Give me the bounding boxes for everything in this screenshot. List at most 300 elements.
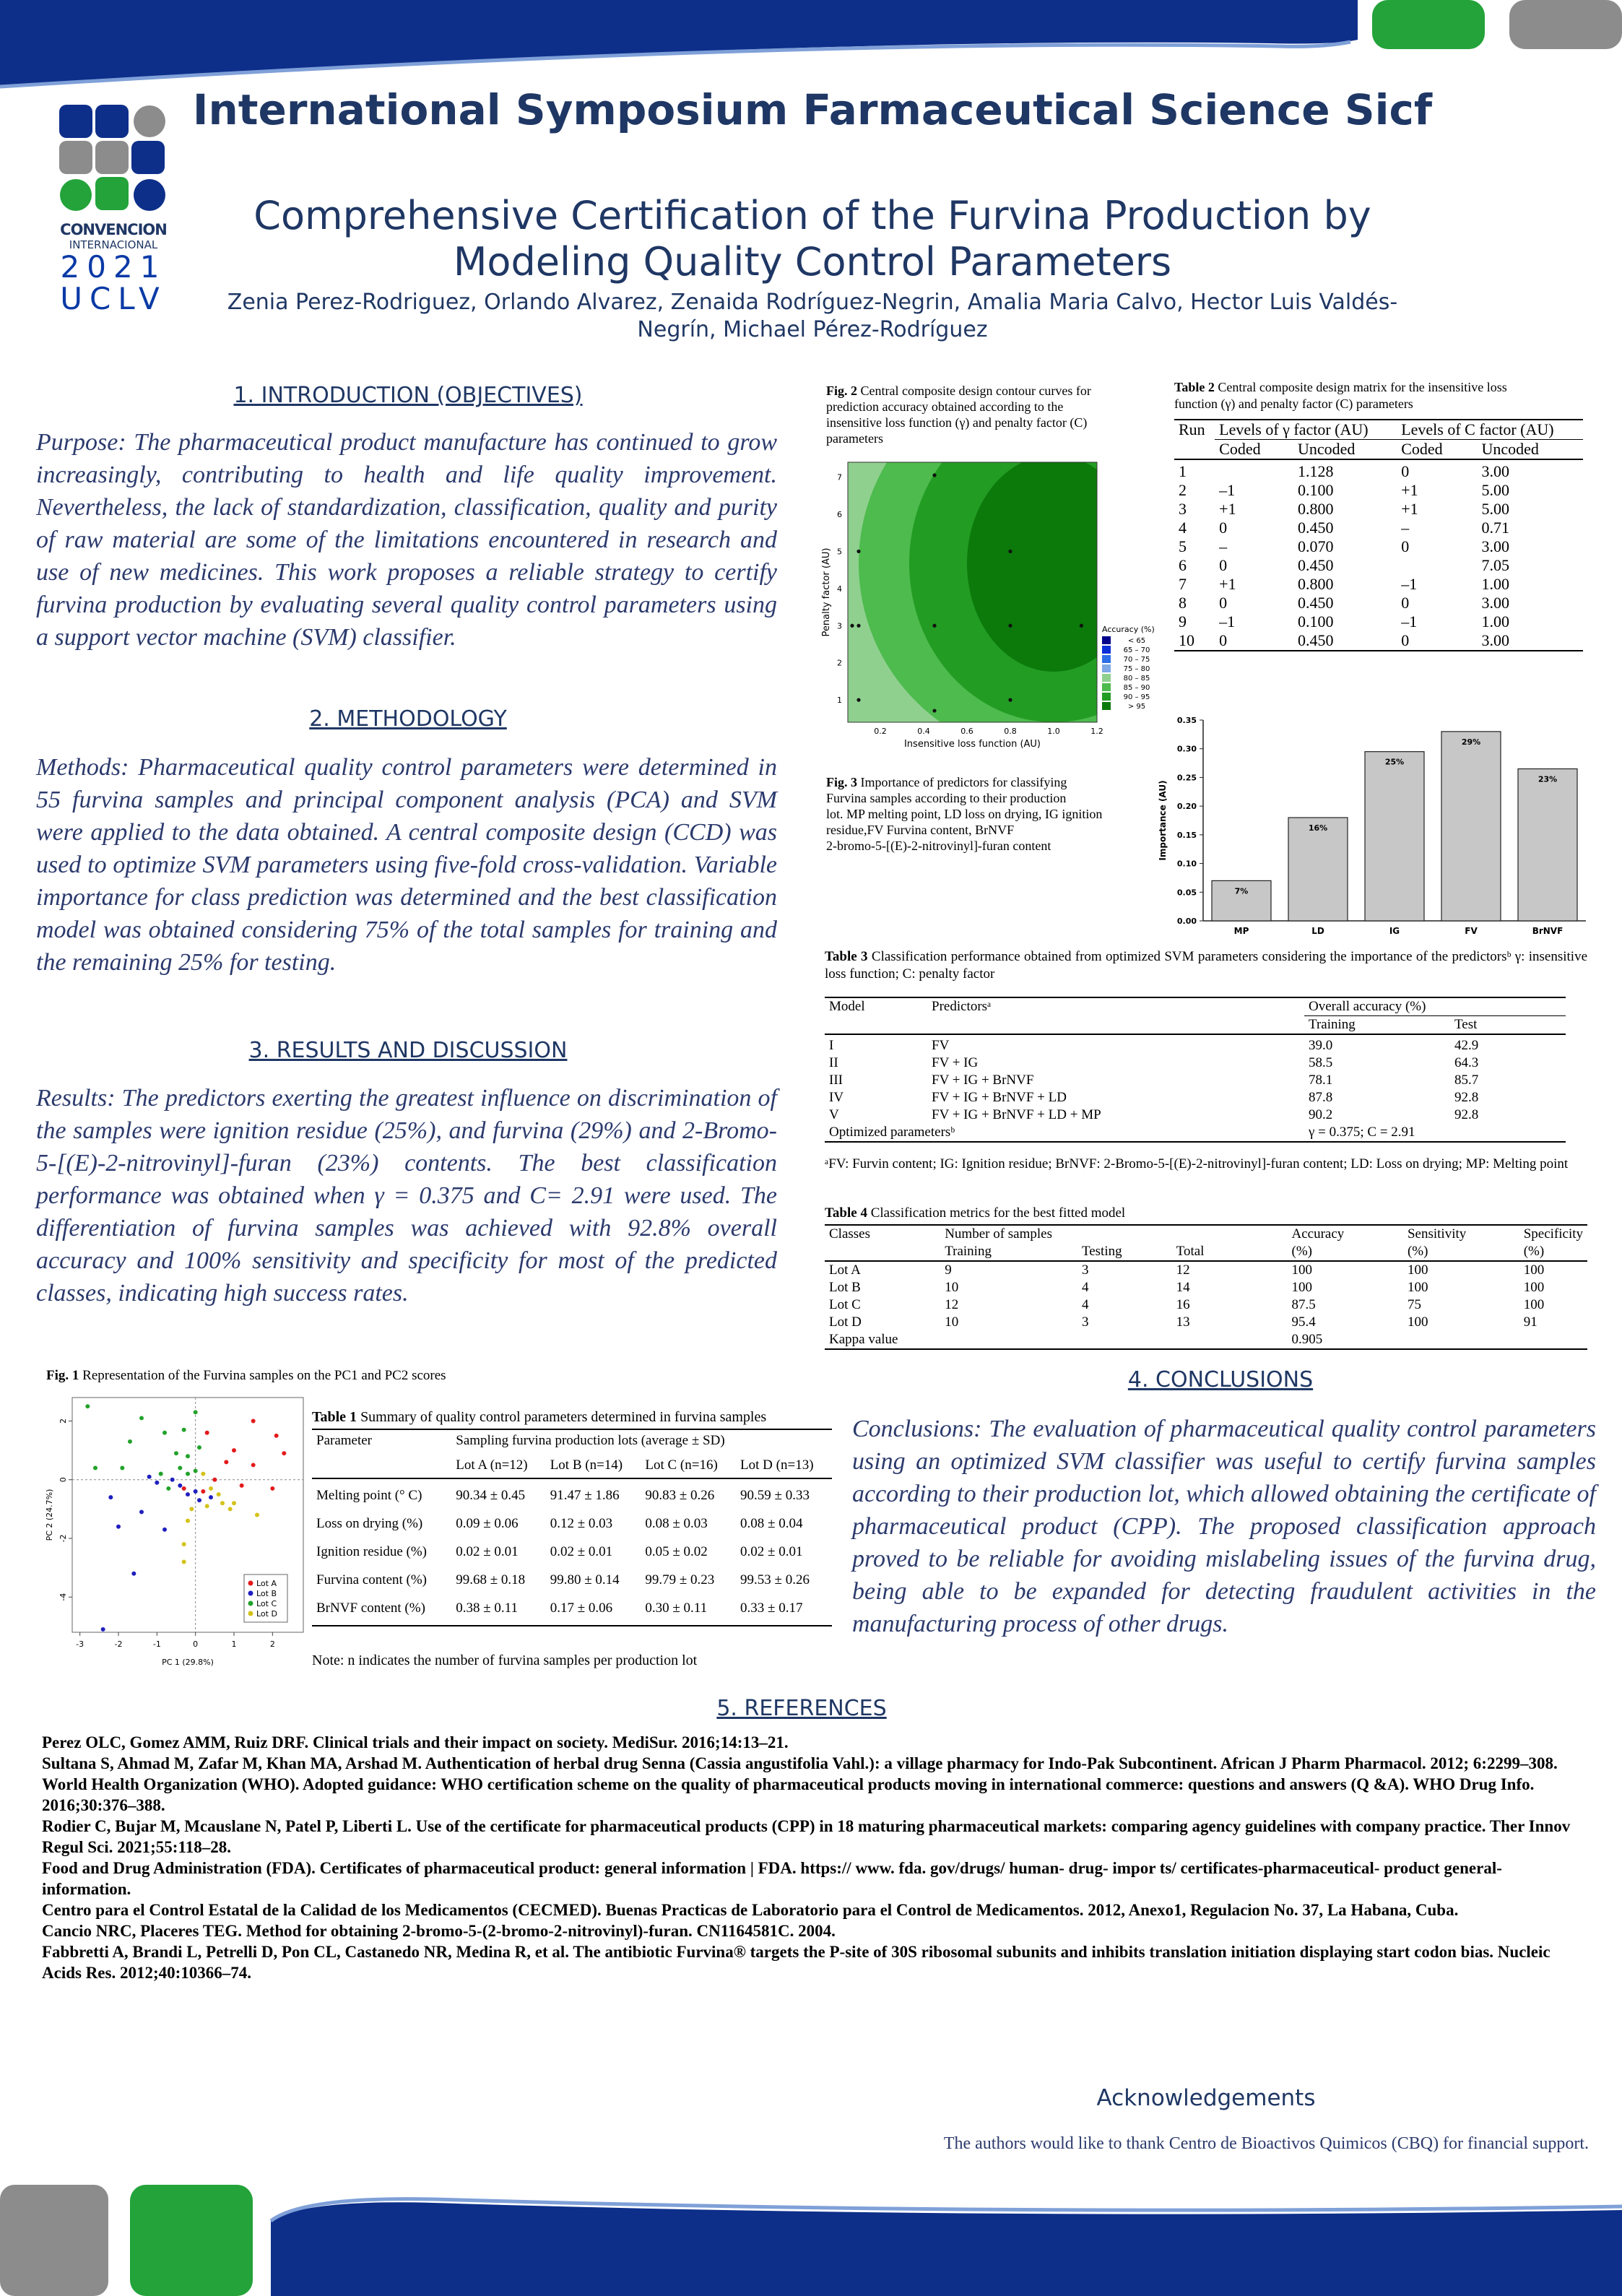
table1-lot-c: Lot C (n=16) bbox=[645, 1457, 718, 1473]
table4-row-cell: 100 bbox=[1407, 1280, 1428, 1295]
table3-h-pred: Predictorsᵃ bbox=[932, 999, 992, 1014]
table2-row bbox=[1174, 459, 1583, 481]
fig1-point-lot-C bbox=[166, 1486, 170, 1491]
fig2-legend-swatch bbox=[1102, 702, 1111, 710]
fig3-importance-chart bbox=[1153, 711, 1600, 943]
table2-caption-l2: function (γ) and penalty factor (C) parameters bbox=[1174, 397, 1413, 411]
table1-cell: 0.09 ± 0.06 bbox=[456, 1516, 519, 1531]
fig3-category-label: BrNVF bbox=[1532, 926, 1564, 936]
table3-row-cell: 87.8 bbox=[1309, 1090, 1333, 1105]
fig1-pca-plot bbox=[43, 1390, 311, 1679]
fig2-legend-label: 80 – 85 bbox=[1123, 675, 1150, 683]
fig2-ytick-label: 1 bbox=[837, 696, 842, 706]
table3-row-cell: FV + IG + BrNVF bbox=[932, 1073, 1034, 1088]
table3-row bbox=[825, 1034, 1566, 1054]
table4-row-cell: Lot C bbox=[829, 1297, 861, 1312]
table3-opt-value: γ = 0.375; C = 2.91 bbox=[1309, 1125, 1415, 1140]
fig3-ytick-label: 0.05 bbox=[1176, 888, 1197, 898]
fig3-caption-l5: 2-bromo-5-[(E)-2-nitrovinyl]-furan content bbox=[826, 839, 1051, 853]
symposium-title: International Symposium Farmaceutical Science Sicf bbox=[192, 85, 1433, 134]
table1-cell: 0.08 ± 0.03 bbox=[645, 1516, 708, 1531]
table4-h-training: Training bbox=[945, 1244, 992, 1259]
table3-row-cell: 92.8 bbox=[1454, 1107, 1479, 1122]
table1-caption-text: Summary of quality control parameters determined in furvina samples bbox=[360, 1409, 767, 1425]
fig3-bar-label: 23% bbox=[1538, 774, 1558, 784]
fig1-point-lot-B bbox=[108, 1495, 113, 1499]
fig1-ytick-label: 2 bbox=[58, 1418, 68, 1424]
table2-row-cell: 1.00 bbox=[1481, 612, 1509, 631]
table2-row-cell: 0.450 bbox=[1297, 519, 1334, 537]
table1-cell: 0.30 ± 0.11 bbox=[645, 1600, 708, 1616]
fig2-legend-swatch bbox=[1102, 674, 1111, 682]
footer-gray-tab bbox=[0, 2185, 108, 2296]
table1-cell: 0.05 ± 0.02 bbox=[645, 1544, 708, 1559]
table3-row-cell: V bbox=[829, 1107, 839, 1122]
header-green-tab bbox=[1372, 0, 1485, 49]
table1 bbox=[312, 1429, 832, 1626]
table4-h-pct: (%) bbox=[1407, 1244, 1428, 1259]
conclusions-text: Conclusions: The evaluation of pharmaceutical quality control parameters using an optimized SVM classifier was useful to certify furvina samples according to their production lot, which allowed obtaining the certificate of pharmaceutical product (CPP). The proposed classification approach proved to be reliable for avoiding mislabeling issues of the furvina drug, being able to be expanded for detecting fraudulent activities in the manufacturing process of other drugs. bbox=[852, 1416, 1596, 1637]
fig1-point-lot-B bbox=[194, 1489, 198, 1494]
fig2-caption-l3: insensitive loss function (γ) and penalty factor (C) bbox=[826, 415, 1088, 430]
fig2-design-point bbox=[856, 698, 860, 702]
reference-item: World Health Organization (WHO). Adopted guidance: WHO certification scheme on the quality of pharmaceutical products moving in international commerce: questions and answers (Q &A). WHO Drug Info. 2016;30:376–388. bbox=[42, 1775, 1535, 1814]
fig2-design-point bbox=[850, 624, 854, 628]
fig1-point-lot-A bbox=[274, 1434, 279, 1438]
fig1-point-lot-C bbox=[178, 1466, 182, 1470]
fig2-legend-label: 90 – 95 bbox=[1123, 693, 1150, 701]
intro-text: Purpose: The pharmaceutical product manufacture has continued to grow increasingly, contributing to health and life quality improvement. Nevertheless, the lack of standardization, classification, quality and purity of raw material are some of the limitations encountered in research and use of new medicines. This work proposes a reliable strategy to certify furvina production by evaluating several quality control parameters using a support vector machine (SVM) classifier. bbox=[36, 429, 777, 651]
table1-cell: 0.02 ± 0.01 bbox=[550, 1544, 613, 1559]
table2-caption-l1: Central composite design matrix for the insensitive loss bbox=[1218, 380, 1507, 394]
table2-row-cell: 0 bbox=[1219, 556, 1228, 574]
table2-row-cell: 0 bbox=[1219, 631, 1228, 649]
table2-h-gamma: Levels of γ factor (AU) bbox=[1215, 420, 1397, 440]
fig1-legend-swatch bbox=[248, 1611, 253, 1616]
table4-row-cell: Lot A bbox=[829, 1262, 861, 1278]
fig3-bar-label: 16% bbox=[1308, 823, 1328, 833]
fig1-point-lot-B bbox=[139, 1509, 144, 1514]
table3-body bbox=[825, 1034, 1566, 1124]
header-band bbox=[0, 0, 1622, 94]
fig1-legend-label: Lot D bbox=[256, 1609, 277, 1619]
table2-row-cell: 3.00 bbox=[1481, 594, 1509, 612]
reference-item: Sultana S, Ahmad M, Zafar M, Khan MA, Arshad M. Authentication of herbal drug Senna (Cassia angustifolia Vahl.): a village pharmacy for Indo-Pak Subcontinent. African J Pharm Pharmacol. 2012; 6:2299–308. bbox=[42, 1754, 1558, 1772]
table2-row bbox=[1174, 612, 1583, 631]
table4-h-number: Number of samples bbox=[945, 1226, 1052, 1242]
fig2-legend-swatch bbox=[1102, 646, 1111, 654]
fig1-xtick-label: -1 bbox=[152, 1639, 161, 1649]
logo-line2: INTERNACIONAL bbox=[69, 238, 158, 251]
fig1-point-lot-C bbox=[194, 1469, 198, 1473]
fig3-caption-l4: residue,FV Furvina content, BrNVF bbox=[826, 823, 1015, 837]
fig3-category-label: IG bbox=[1389, 926, 1400, 936]
fig2-xlabel: Insensitive loss function (AU) bbox=[903, 739, 1041, 750]
results-heading: 3. RESULTS AND DISCUSSION bbox=[248, 1038, 568, 1063]
fig1-point-lot-B bbox=[147, 1475, 152, 1479]
table1-row-param: Loss on drying (%) bbox=[316, 1516, 423, 1531]
table4-h-total: Total bbox=[1176, 1244, 1205, 1259]
table2-row bbox=[1174, 575, 1583, 594]
table2-row-cell: 1.00 bbox=[1481, 575, 1509, 593]
table1-row-param: Ignition residue (%) bbox=[316, 1544, 428, 1559]
fig2-design-point bbox=[932, 709, 936, 712]
table2-caption bbox=[1174, 379, 1593, 412]
table1-caption bbox=[312, 1408, 839, 1426]
table1-caption-label: Table 1 bbox=[312, 1409, 357, 1425]
table2-row-cell: 0.450 bbox=[1297, 631, 1334, 649]
fig1-point-lot-D bbox=[255, 1513, 259, 1517]
fig1-point-lot-C bbox=[139, 1416, 144, 1420]
fig1-point-lot-D bbox=[189, 1507, 194, 1511]
table4-row-cell: 3 bbox=[1081, 1314, 1089, 1330]
fig1-xlabel: PC 1 (29.8%) bbox=[162, 1658, 214, 1667]
table3 bbox=[825, 997, 1566, 1143]
fig1-point-lot-A bbox=[282, 1451, 286, 1455]
fig2-caption-label: Fig. 2 bbox=[826, 384, 857, 398]
table2-h-coded: Coded bbox=[1401, 440, 1443, 458]
fig1-point-lot-C bbox=[85, 1404, 90, 1408]
fig2-caption bbox=[826, 383, 1151, 446]
reference-item: Centro para el Control Estatal de la Calidad de los Medicamentos (CECMED). Buenas Practicas de Laboratorio para el Control de Medicamentos. 2012, Anexo1, Regulacion No. 37, La Habana, Cuba. bbox=[42, 1901, 1459, 1919]
table2-row bbox=[1174, 631, 1583, 651]
table4-h-specificity: Specificity bbox=[1523, 1226, 1583, 1242]
table3-row bbox=[825, 1072, 1566, 1089]
table2-row-cell: 4 bbox=[1179, 519, 1187, 537]
table4-row-cell: 10 bbox=[945, 1314, 959, 1330]
fig2-ytick-label: 4 bbox=[837, 584, 842, 594]
fig1-point-lot-C bbox=[93, 1466, 97, 1470]
fig2-ytick-label: 6 bbox=[837, 510, 842, 519]
table3-footnote: ᵃFV: Furvin content; IG: Ignition residue; BrNVF: 2-Bromo-5-[(E)-2-nitrovinyl]-furan content; LD: Loss on drying; MP: Melting point bbox=[825, 1156, 1569, 1171]
table1-lot-d: Lot D (n=13) bbox=[740, 1457, 814, 1473]
table4-caption bbox=[825, 1205, 1475, 1222]
fig1-point-lot-B bbox=[155, 1481, 159, 1485]
table4-row bbox=[825, 1296, 1587, 1314]
table2-row bbox=[1174, 481, 1583, 500]
table2-caption-label: Table 2 bbox=[1174, 380, 1215, 394]
table2-row-cell: 0.450 bbox=[1297, 556, 1334, 574]
fig3-bar-LD bbox=[1288, 818, 1348, 921]
fig3-caption-l2: Furvina samples according to their production bbox=[826, 791, 1067, 805]
table3-h-train: Training bbox=[1309, 1017, 1356, 1032]
fig1-point-lot-A bbox=[251, 1463, 256, 1467]
fig1-point-lot-B bbox=[101, 1627, 105, 1632]
fig1-point-lot-B bbox=[170, 1478, 175, 1482]
table2-row-cell: 0 bbox=[1401, 462, 1410, 480]
fig1-point-lot-D bbox=[182, 1560, 186, 1564]
fig1-point-lot-D bbox=[205, 1504, 209, 1508]
poster-title-line1: Comprehensive Certification of the Furvina Production by bbox=[253, 193, 1371, 238]
fig2-contour-plot bbox=[819, 455, 1166, 766]
fig1-point-lot-C bbox=[194, 1410, 198, 1414]
table2 bbox=[1174, 419, 1583, 651]
table1-cell: 0.02 ± 0.01 bbox=[456, 1544, 519, 1559]
table3-row bbox=[825, 1089, 1566, 1106]
table2-row-cell: 0.070 bbox=[1297, 537, 1334, 555]
fig1-point-lot-C bbox=[174, 1451, 178, 1455]
fig2-legend-label: 65 – 70 bbox=[1123, 646, 1150, 654]
table4-row-cell: 75 bbox=[1407, 1297, 1421, 1312]
fig2-legend-label: 75 – 80 bbox=[1123, 665, 1150, 673]
fig2-design-point bbox=[856, 624, 860, 628]
table4-h-testing: Testing bbox=[1081, 1244, 1122, 1259]
table4-row-cell: 91 bbox=[1523, 1314, 1538, 1330]
logo-year: 2021 bbox=[60, 249, 167, 285]
fig3-bar-IG bbox=[1365, 752, 1424, 921]
fig2-caption-l1: Central composite design contour curves for bbox=[860, 384, 1091, 398]
table4-row-cell: Lot D bbox=[829, 1314, 862, 1330]
table2-row-cell: 5 bbox=[1179, 537, 1187, 555]
fig2-ytick-label: 3 bbox=[837, 621, 842, 631]
fig3-bar-BrNVF bbox=[1518, 769, 1577, 921]
fig1-xtick-label: 1 bbox=[231, 1639, 237, 1649]
fig2-legend-label: 70 – 75 bbox=[1123, 656, 1150, 664]
fig1-point-lot-A bbox=[182, 1486, 186, 1491]
fig2-design-point bbox=[1008, 624, 1012, 628]
fig2-caption-l2: prediction accuracy obtained according to the bbox=[826, 399, 1064, 414]
table2-row-cell: 0.100 bbox=[1297, 481, 1334, 499]
table4 bbox=[825, 1224, 1587, 1350]
table1-cell: 90.59 ± 0.33 bbox=[740, 1488, 810, 1503]
fig1-caption-label: Fig. 1 bbox=[46, 1368, 79, 1383]
table3-row-cell: FV + IG bbox=[932, 1055, 979, 1070]
fig1-ylabel: PC 2 (24.7%) bbox=[45, 1489, 54, 1541]
fig1-point-lot-B bbox=[162, 1528, 167, 1532]
table2-row-cell: 0 bbox=[1219, 594, 1228, 612]
fig1-xtick-label: -2 bbox=[114, 1639, 123, 1649]
fig2-xtick-label: 0.6 bbox=[960, 727, 973, 736]
table4-row-cell: Lot B bbox=[829, 1280, 861, 1295]
fig2-design-point bbox=[1008, 698, 1012, 702]
fig1-legend-swatch bbox=[248, 1591, 253, 1596]
fig2-legend-label: < 65 bbox=[1127, 637, 1146, 645]
table4-body bbox=[825, 1261, 1587, 1331]
fig1-point-lot-A bbox=[201, 1489, 205, 1494]
footer-wave-blue bbox=[271, 2202, 1622, 2296]
fig3-bar-label: 25% bbox=[1384, 757, 1405, 767]
table3-row-cell: 58.5 bbox=[1309, 1055, 1333, 1070]
table4-kappa-value: 0.905 bbox=[1291, 1332, 1323, 1347]
table1-lot-b: Lot B (n=14) bbox=[550, 1457, 623, 1473]
table1-cell: 99.80 ± 0.14 bbox=[550, 1572, 620, 1587]
table2-row-cell: 3.00 bbox=[1481, 462, 1509, 480]
fig2-contours bbox=[819, 455, 1166, 766]
footer-band bbox=[0, 2170, 1622, 2296]
table2-row-cell: 0 bbox=[1401, 537, 1410, 555]
fig2-design-point bbox=[856, 550, 860, 553]
table2-row-cell: +1 bbox=[1219, 500, 1236, 518]
table2-row-cell: 0.450 bbox=[1297, 594, 1334, 612]
table3-h-model: Model bbox=[829, 999, 865, 1014]
table3-row-cell: IV bbox=[829, 1090, 844, 1105]
table2-row-cell: 0.800 bbox=[1297, 500, 1334, 518]
table2-row-cell: –1 bbox=[1219, 612, 1236, 631]
table2-row-cell: –1 bbox=[1401, 575, 1418, 593]
reference-item: Food and Drug Administration (FDA). Certificates of pharmaceutical product: general information | FDA. https:// www. fda. gov/drugs/ human- drug- impor ts/ certificates-pharmaceutical- product general- information. bbox=[42, 1859, 1502, 1898]
table4-caption-label: Table 4 bbox=[825, 1205, 867, 1221]
fig1-point-lot-B bbox=[178, 1483, 182, 1488]
table4-row-cell: 100 bbox=[1291, 1280, 1312, 1295]
table4-row-cell: 12 bbox=[1176, 1262, 1190, 1278]
fig2-xtick-label: 0.4 bbox=[917, 727, 930, 736]
table1-cell: 99.53 ± 0.26 bbox=[740, 1572, 810, 1587]
table4-row-cell: 100 bbox=[1407, 1314, 1428, 1330]
table3-row-cell: 90.2 bbox=[1309, 1107, 1333, 1122]
table3-opt-label: Optimized parametersᵇ bbox=[829, 1125, 955, 1140]
table2-row-cell: 8 bbox=[1179, 594, 1187, 612]
fig3-ytick-label: 0.15 bbox=[1176, 830, 1197, 840]
table2-h-c: Levels of C factor (AU) bbox=[1397, 420, 1583, 440]
table4-h-sensitivity: Sensitivity bbox=[1407, 1226, 1467, 1242]
table4-row-cell: 100 bbox=[1291, 1262, 1312, 1278]
fig1-point-lot-C bbox=[186, 1454, 190, 1458]
fig1-point-lot-D bbox=[209, 1486, 213, 1491]
table2-row-cell: 7.05 bbox=[1481, 556, 1509, 574]
table3-row-cell: 85.7 bbox=[1454, 1073, 1479, 1088]
table2-row-cell: 0 bbox=[1401, 631, 1410, 649]
fig2-caption-l4: parameters bbox=[826, 431, 883, 446]
table2-row-cell: 0.100 bbox=[1297, 612, 1334, 631]
table4-row-cell: 4 bbox=[1081, 1280, 1089, 1295]
fig1-point-lot-D bbox=[186, 1519, 190, 1523]
table1-col-param: Parameter bbox=[316, 1433, 373, 1448]
table2-row-cell: 3 bbox=[1179, 500, 1187, 518]
table1-cell: 0.33 ± 0.17 bbox=[740, 1600, 803, 1616]
fig1-point-lot-B bbox=[209, 1495, 213, 1499]
fig1-point-lot-A bbox=[270, 1486, 274, 1491]
table2-row-cell: 6 bbox=[1179, 556, 1187, 574]
fig1-point-lot-B bbox=[131, 1572, 136, 1576]
authors-line2: Negrín, Michael Pérez-Rodríguez bbox=[637, 317, 988, 342]
table2-row-cell: 1.128 bbox=[1297, 462, 1334, 480]
fig1-legend-swatch bbox=[248, 1601, 253, 1606]
table4-row-cell: 95.4 bbox=[1291, 1314, 1316, 1330]
fig3-category-label: LD bbox=[1311, 926, 1324, 936]
table1-cell: 0.12 ± 0.03 bbox=[550, 1516, 613, 1531]
table3-h-test: Test bbox=[1454, 1017, 1478, 1032]
fig2-design-point bbox=[1080, 624, 1083, 628]
fig1-point-lot-C bbox=[197, 1445, 201, 1450]
fig1-caption-text: Representation of the Furvina samples on the PC1 and PC2 scores bbox=[82, 1368, 446, 1383]
table2-row-cell: 3.00 bbox=[1481, 631, 1509, 649]
results-text: Results: The predictors exerting the greatest influence on discrimination of the samples were ignition residue (25%), and furvina (29%) and 2-Bromo-5-[(E)-2-nitrovinyl]-furan (23%) contents. The best classification performance was obtained when γ = 0.375 and C= 2.91 were used. The differentiation of furvina samples was achieved with 92.8% overall accuracy and 100% sensitivity and specificity for most of the predicted classes, indicating high success rates. bbox=[36, 1085, 777, 1307]
table2-row-cell: 2 bbox=[1179, 481, 1187, 499]
fig3-ytick-label: 0.00 bbox=[1176, 917, 1197, 926]
table2-row-cell: 5.00 bbox=[1481, 481, 1509, 499]
table1-cell: 0.38 ± 0.11 bbox=[456, 1600, 518, 1616]
table2-row-cell: +1 bbox=[1401, 500, 1418, 518]
fig2-legend-swatch bbox=[1102, 693, 1111, 701]
fig1-point-lot-A bbox=[212, 1478, 217, 1482]
logo-line1: CONVENCION bbox=[60, 221, 167, 238]
table4-row-cell: 87.5 bbox=[1291, 1297, 1316, 1312]
table3-row-cell: FV + IG + BrNVF + LD + MP bbox=[932, 1107, 1101, 1122]
table4-row bbox=[825, 1261, 1587, 1279]
table4-row-cell: 9 bbox=[945, 1262, 952, 1278]
fig3-ytick-label: 0.35 bbox=[1176, 716, 1197, 725]
fig1-point-lot-B bbox=[197, 1498, 201, 1502]
table1-cell: 90.34 ± 0.45 bbox=[456, 1488, 526, 1503]
fig3-category-label: FV bbox=[1465, 926, 1478, 936]
fig1-caption bbox=[46, 1367, 696, 1385]
table2-row bbox=[1174, 500, 1583, 519]
table2-row bbox=[1174, 594, 1583, 612]
fig3-ytick-label: 0.20 bbox=[1176, 802, 1197, 812]
fig2-legend-swatch bbox=[1102, 655, 1111, 663]
table4-h-classes: Classes bbox=[829, 1226, 870, 1242]
table2-row-cell: 3.00 bbox=[1481, 537, 1509, 555]
table3-row-cell: FV bbox=[932, 1038, 950, 1053]
reference-item: Rodier C, Bujar M, Mcauslane N, Patel P, Liberti L. Use of the certificate for pharmaceutical products (CPP) in 18 maturing pharmaceutical markets: comparing agency guidelines with company practice. Ther Innov Regul Sci. 2021;55:118–28. bbox=[42, 1817, 1571, 1856]
table2-row bbox=[1174, 556, 1583, 575]
table2-row-cell: 7 bbox=[1179, 575, 1187, 593]
table1-cell: 99.68 ± 0.18 bbox=[456, 1572, 526, 1587]
table4-row-cell: 14 bbox=[1176, 1280, 1190, 1295]
table2-h-run: Run bbox=[1179, 420, 1205, 438]
fig1-point-lot-A bbox=[205, 1431, 209, 1435]
fig3-bar-FV bbox=[1441, 732, 1501, 921]
fig2-design-point bbox=[932, 473, 936, 477]
fig3-ytick-label: 0.10 bbox=[1176, 859, 1197, 869]
method-text: Methods: Pharmaceutical quality control parameters were determined in 55 furvina samples and principal component analysis (PCA) and SVM were applied to the data obtained. A central composite design (CCD) was used to optimize SVM parameters using five-fold cross-validation. Variable importance for class prediction was determined and the best classification model was obtained considering 75% of the total samples for training and the remaining 25% for testing. bbox=[36, 754, 777, 976]
footer-green-tab bbox=[130, 2185, 253, 2296]
fig3-ytick-label: 0.30 bbox=[1176, 744, 1197, 754]
table2-row-cell: – bbox=[1401, 519, 1410, 537]
table1-row-param: Furvina content (%) bbox=[316, 1572, 428, 1587]
table3-row-cell: 42.9 bbox=[1454, 1038, 1479, 1053]
table4-row-cell: 16 bbox=[1176, 1297, 1190, 1312]
table4-row bbox=[825, 1314, 1587, 1331]
table4-row bbox=[825, 1279, 1587, 1296]
table2-row-cell bbox=[1397, 556, 1477, 575]
fig1-point-lot-D bbox=[220, 1501, 225, 1505]
fig1-point-lot-C bbox=[159, 1472, 163, 1476]
table1-cell: 99.79 ± 0.23 bbox=[645, 1572, 715, 1587]
fig2-legend-swatch bbox=[1102, 683, 1111, 691]
table3-row-cell: FV + IG + BrNVF + LD bbox=[932, 1090, 1067, 1105]
table1-note: Note: n indicates the number of furvina samples per production lot bbox=[312, 1652, 698, 1668]
table2-row-cell: 9 bbox=[1179, 612, 1187, 631]
fig1-point-lot-C bbox=[128, 1439, 132, 1444]
table1-cell: 90.83 ± 0.26 bbox=[645, 1488, 715, 1503]
fig3-bar-label: 7% bbox=[1234, 886, 1249, 896]
table2-row-cell: 0 bbox=[1401, 594, 1410, 612]
header-gray-tab bbox=[1509, 0, 1622, 49]
fig3-bar-label: 29% bbox=[1461, 737, 1481, 747]
table4-row-cell: 13 bbox=[1176, 1314, 1190, 1330]
table4-h-pct: (%) bbox=[1523, 1244, 1545, 1259]
table1-cell: 91.47 ± 1.86 bbox=[550, 1488, 620, 1503]
table4-row-cell: 100 bbox=[1523, 1280, 1545, 1295]
conclusions-heading: 4. CONCLUSIONS bbox=[1127, 1367, 1314, 1392]
table4-row-cell: 3 bbox=[1081, 1262, 1089, 1278]
fig1-point-lot-C bbox=[120, 1466, 124, 1470]
logo bbox=[59, 105, 168, 314]
reference-item: Cancio NRC, Placeres TEG. Method for obtaining 2-bromo-5-(2-bromo-2-nitrovinyl)-furan. CN1164581C. 2004. bbox=[42, 1922, 836, 1940]
table4-row-cell: 4 bbox=[1081, 1297, 1089, 1312]
fig1-xtick-label: 0 bbox=[193, 1639, 199, 1649]
table4-caption-text: Classification metrics for the best fitted model bbox=[870, 1205, 1126, 1221]
table4-row-cell: 100 bbox=[1523, 1262, 1545, 1278]
table3-row-cell: III bbox=[829, 1073, 843, 1088]
ack-heading: Acknowledgements bbox=[1096, 2085, 1316, 2111]
table2-row-cell: 0 bbox=[1219, 519, 1228, 537]
table4-row-cell: 10 bbox=[945, 1280, 959, 1295]
fig1-point-lot-A bbox=[251, 1419, 256, 1424]
logo-mark bbox=[59, 105, 168, 213]
fig2-ytick-label: 2 bbox=[837, 658, 842, 668]
